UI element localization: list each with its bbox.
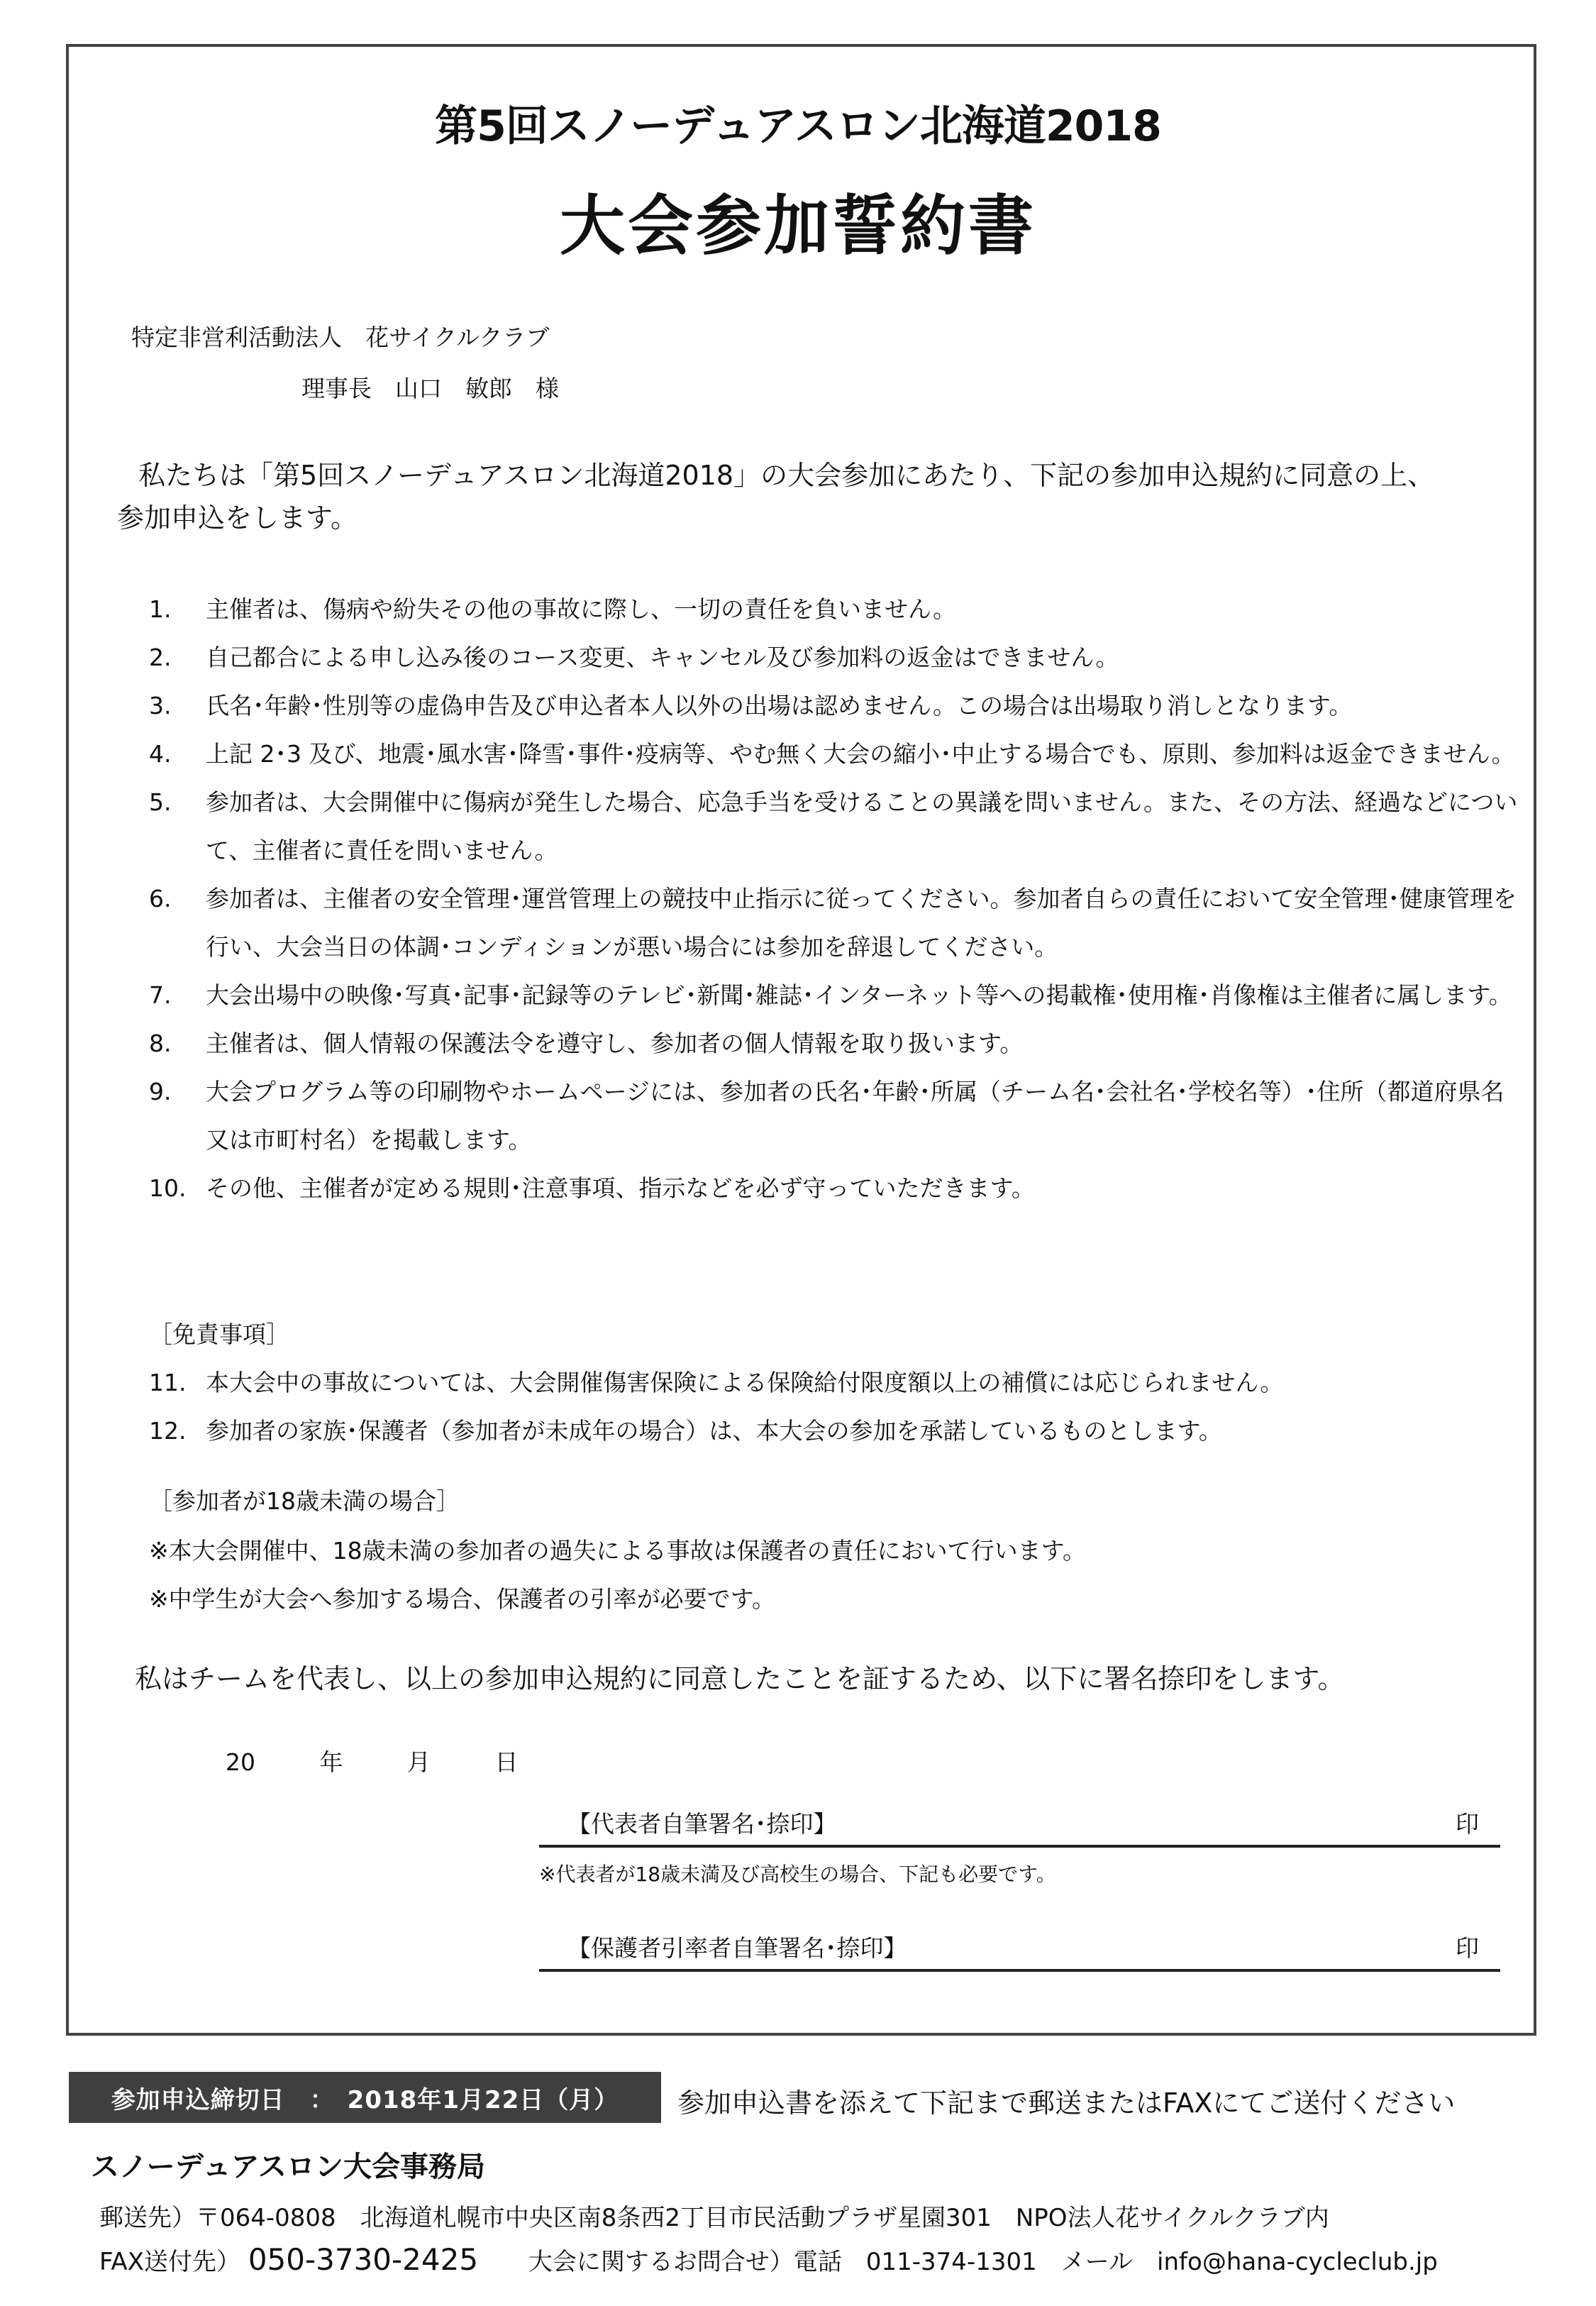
fax-contact-line	[99, 2242, 1438, 2277]
office-name: スノーデュアスロン大会事務局	[91, 2151, 485, 2183]
representative-signature-label: 【代表者自筆署名･捺印】	[567, 1810, 837, 1838]
item-number: 10.	[149, 1174, 187, 1202]
guardian-signature-label: 【保護者引率者自筆署名･捺印】	[567, 1934, 907, 1962]
mailing-address: 郵送先）〒064-0808 北海道札幌市中央区南8条西2丁目市民活動プラザ星園301 NPO法人花サイクルクラブ内	[99, 2204, 1329, 2232]
addressee-person: 理事長 山口 敏郎 様	[301, 375, 559, 402]
item-text: 参加者の家族･保護者（参加者が未成年の場合）は、本大会の参加を承諾しているものとします。	[206, 1417, 1222, 1445]
item-number: 9.	[149, 1078, 172, 1105]
list-item	[149, 1164, 1518, 1213]
item-text: 大会出場中の映像･写真･記事･記録等のテレビ･新聞･雑誌･インターネット等への掲載権･使用権･肖像権は主催者に属します。	[206, 981, 1512, 1009]
list-item	[149, 1359, 1518, 1407]
list-item	[149, 1068, 1518, 1164]
intro-paragraph	[117, 454, 1507, 539]
item-number: 11.	[149, 1369, 187, 1396]
disclaimer-heading: ［免責事項］	[149, 1320, 289, 1348]
minor-note-2: ※中学生が大会へ参加する場合、保護者の引率が必要です。	[149, 1585, 776, 1613]
list-item	[149, 730, 1518, 778]
date-year-label: 年	[319, 1748, 343, 1776]
item-number: 4.	[149, 740, 172, 768]
list-item	[149, 634, 1518, 682]
list-item	[149, 778, 1518, 875]
item-text: 氏名･年齢･性別等の虚偽申告及び申込者本人以外の出場は認めません。この場合は出場取り消しとなります。	[206, 692, 1353, 719]
terms-list	[149, 585, 1518, 1213]
representative-signature-line[interactable]	[539, 1802, 1500, 1848]
item-text: その他、主催者が定める規則･注意事項、指示などを必ず守っていただきます。	[206, 1174, 1035, 1202]
item-number: 6.	[149, 885, 172, 912]
intro-line-1: 私たちは「第5回スノーデュアスロン北海道2018」の大会参加にあたり、下記の参加申込規約に同意の上、	[138, 460, 1435, 491]
minor-heading: ［参加者が18歳未満の場合］	[149, 1487, 460, 1515]
item-text: 参加者は、大会開催中に傷病が発生した場合、応急手当を受けることの異議を問いません。また、その方法、経過などについて、主催者に責任を問いません。	[206, 788, 1518, 864]
list-item	[149, 585, 1518, 634]
deadline-banner: 参加申込締切日 ： 2018年1月22日（月）	[69, 2072, 661, 2123]
item-text: 上記 2･3 及び、地震･風水害･降雪･事件･疫病等、やむ無く大会の縮小･中止する場合でも、原則、参加料は返金できません。	[206, 740, 1515, 768]
guardian-signature-line[interactable]	[539, 1926, 1500, 1972]
item-text: 参加者は、主催者の安全管理･運営管理上の競技中止指示に従ってください。参加者自らの責任において安全管理･健康管理を行い、大会当日の体調･コンディションが悪い場合には参加を辞退してください。	[206, 885, 1517, 961]
addressee-org: 特定非営利活動法人 花サイクルクラブ	[131, 324, 550, 351]
inquiry-contact: 大会に関するお問合せ）電話 011-374-1301 メール info@hana-cycleclub.jp	[528, 2248, 1438, 2276]
list-item	[149, 1020, 1518, 1068]
item-number: 8.	[149, 1030, 172, 1057]
item-number: 7.	[149, 981, 172, 1009]
pledge-statement: 私はチームを代表し、以上の参加申込規約に同意したことを証するため、以下に署名捺印をします。	[135, 1663, 1345, 1694]
item-text: 大会プログラム等の印刷物やホームページには、参加者の氏名･年齢･所属（チーム名･会社名･学校名等）･住所（都道府県名又は市町村名）を掲載します。	[206, 1078, 1504, 1154]
date-era: 20	[226, 1748, 255, 1776]
item-number: 12.	[149, 1417, 187, 1445]
list-item	[149, 875, 1518, 971]
intro-line-2: 参加申込をします。	[117, 502, 358, 534]
item-number: 1.	[149, 595, 172, 623]
fax-number: 050-3730-2425	[248, 2242, 479, 2277]
item-text: 主催者は、傷病や紛失その他の事故に際し、一切の責任を負いません。	[206, 595, 956, 623]
date-day-label: 日	[494, 1748, 519, 1776]
item-text: 自己都合による申し込み後のコース変更、キャンセル及び参加料の返金はできません。	[206, 644, 1119, 671]
disclaimer-list	[149, 1359, 1518, 1455]
list-item	[149, 1407, 1518, 1455]
minor-note-1: ※本大会開催中、18歳未満の参加者の過失による事故は保護者の責任において行います。	[149, 1537, 1087, 1565]
item-text: 本大会中の事故については、大会開催傷害保険による保険給付限度額以上の補償には応じられません。	[206, 1369, 1284, 1396]
date-line	[226, 1744, 519, 1777]
item-number: 5.	[149, 788, 172, 816]
send-instruction: 参加申込書を添えて下記まで郵送またはFAXにてご送付ください	[677, 2087, 1456, 2119]
item-text: 主催者は、個人情報の保護法令を遵守し、参加者の個人情報を取り扱います。	[206, 1030, 1024, 1057]
list-item	[149, 682, 1518, 730]
seal-mark: 印	[1456, 1810, 1479, 1838]
document-title: 大会参加誓約書	[559, 188, 1036, 264]
signature-note: ※代表者が18歳未満及び高校生の場合、下記も必要です。	[539, 1863, 1056, 1886]
fax-label: FAX送付先）	[99, 2248, 240, 2276]
seal-mark: 印	[1456, 1934, 1479, 1962]
item-number: 2.	[149, 644, 172, 671]
date-month-label: 月	[407, 1748, 431, 1776]
event-title: 第5回スノーデュアスロン北海道2018	[435, 101, 1161, 151]
item-number: 3.	[149, 692, 172, 719]
list-item	[149, 971, 1518, 1020]
